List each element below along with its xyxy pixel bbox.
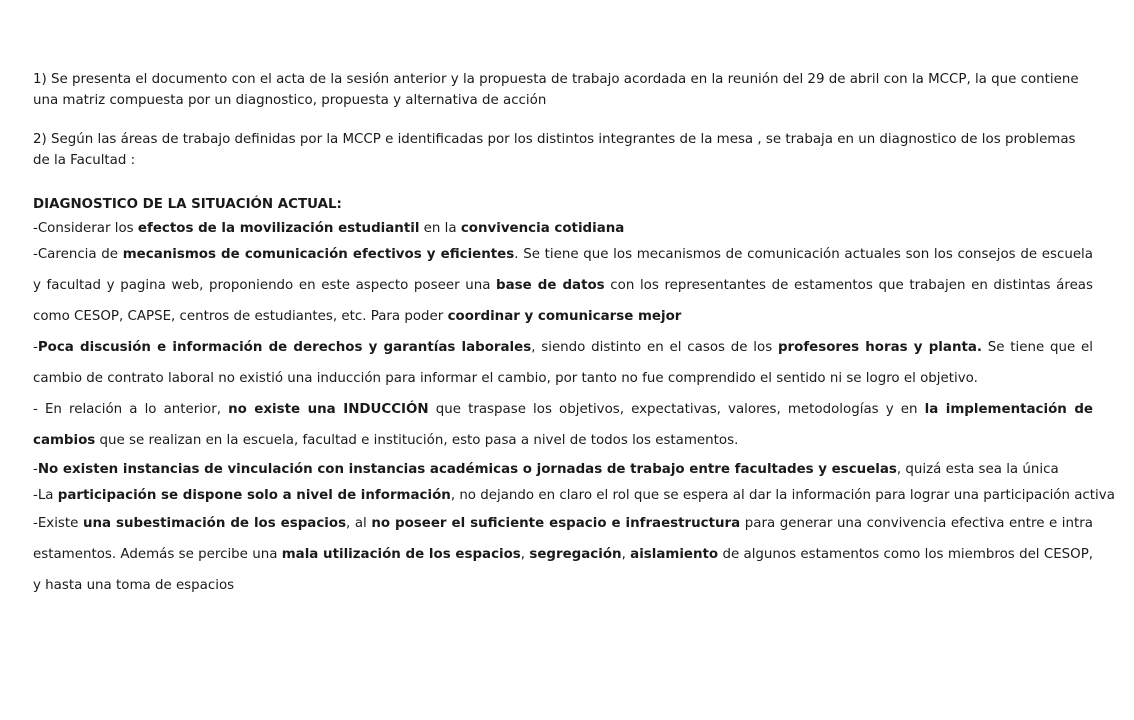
diagnostic-item-5: -No existen instancias de vinculación con instancias académicas o jornadas de trabajo entre facultades y escuelas, quizá esta sea la única [33,462,1059,477]
diagnostic-item-7: -Existe una subestimación de los espacios, al no poseer el suficiente espacio e infraestructura para generar una convivencia efectiva entre e intra estamentos. Además se percibe una mala utilización de los espacios, segregación, aislamiento de algunos estamentos como los miembros del CESOP, y hasta una toma de espacios [33,516,1094,593]
diagnostic-item-1: -Considerar los efectos de la movilización estudiantil en la convivencia cotidiana [33,221,625,236]
intro-paragraph-1: 1) Se presenta el documento con el acta de la sesión anterior y la propuesta de trabajo acordada en la reunión del 29 de abril con la MCCP, la que contiene una matriz compuesta por un diagnostico, propuesta y alternativa de acción [33,72,1079,108]
diagnostic-item-3: -Poca discusión e información de derechos y garantías laborales, siendo distinto en el casos de los profesores horas y planta. Se tiene que el cambio de contrato laboral no existió una inducción para informar el cambio, por tanto no fue comprendido el sentido ni se logro el objetivo. [33,340,1093,386]
document-page [33,69,1115,601]
diagnostic-item-4: - En relación a lo anterior, no existe una INDUCCIÓN que traspase los objetivos, expectativas, valores, metodologías y en la implementación de cambios que se realizan en la escuela, facultad e institución, esto pasa a nivel de todos los estamentos. [33,402,1093,448]
diagnostic-item-6: -La participación se dispone solo a nivel de información, no dejando en claro el rol que se espera al dar la información para lograr una participación activa [33,488,1115,503]
diagnostic-item-2: -Carencia de mecanismos de comunicación efectivos y eficientes. Se tiene que los mecanismos de comunicación actuales son los consejos de escuela y facultad y pagina web, proponiendo en este aspecto poseer una base de datos con los representantes de estamentos que trabajen en distintas áreas como CESOP, CAPSE, centros de estudiantes, etc. Para poder coordinar y comunicarse mejor [33,247,1093,324]
section-heading: DIAGNOSTICO DE LA SITUACIÓN ACTUAL: [33,197,342,212]
intro-paragraph-2: 2) Según las áreas de trabajo definidas por la MCCP e identificadas por los distintos integrantes de la mesa , se trabaja en un diagnostico de los problemas de la Facultad : [33,132,1076,168]
